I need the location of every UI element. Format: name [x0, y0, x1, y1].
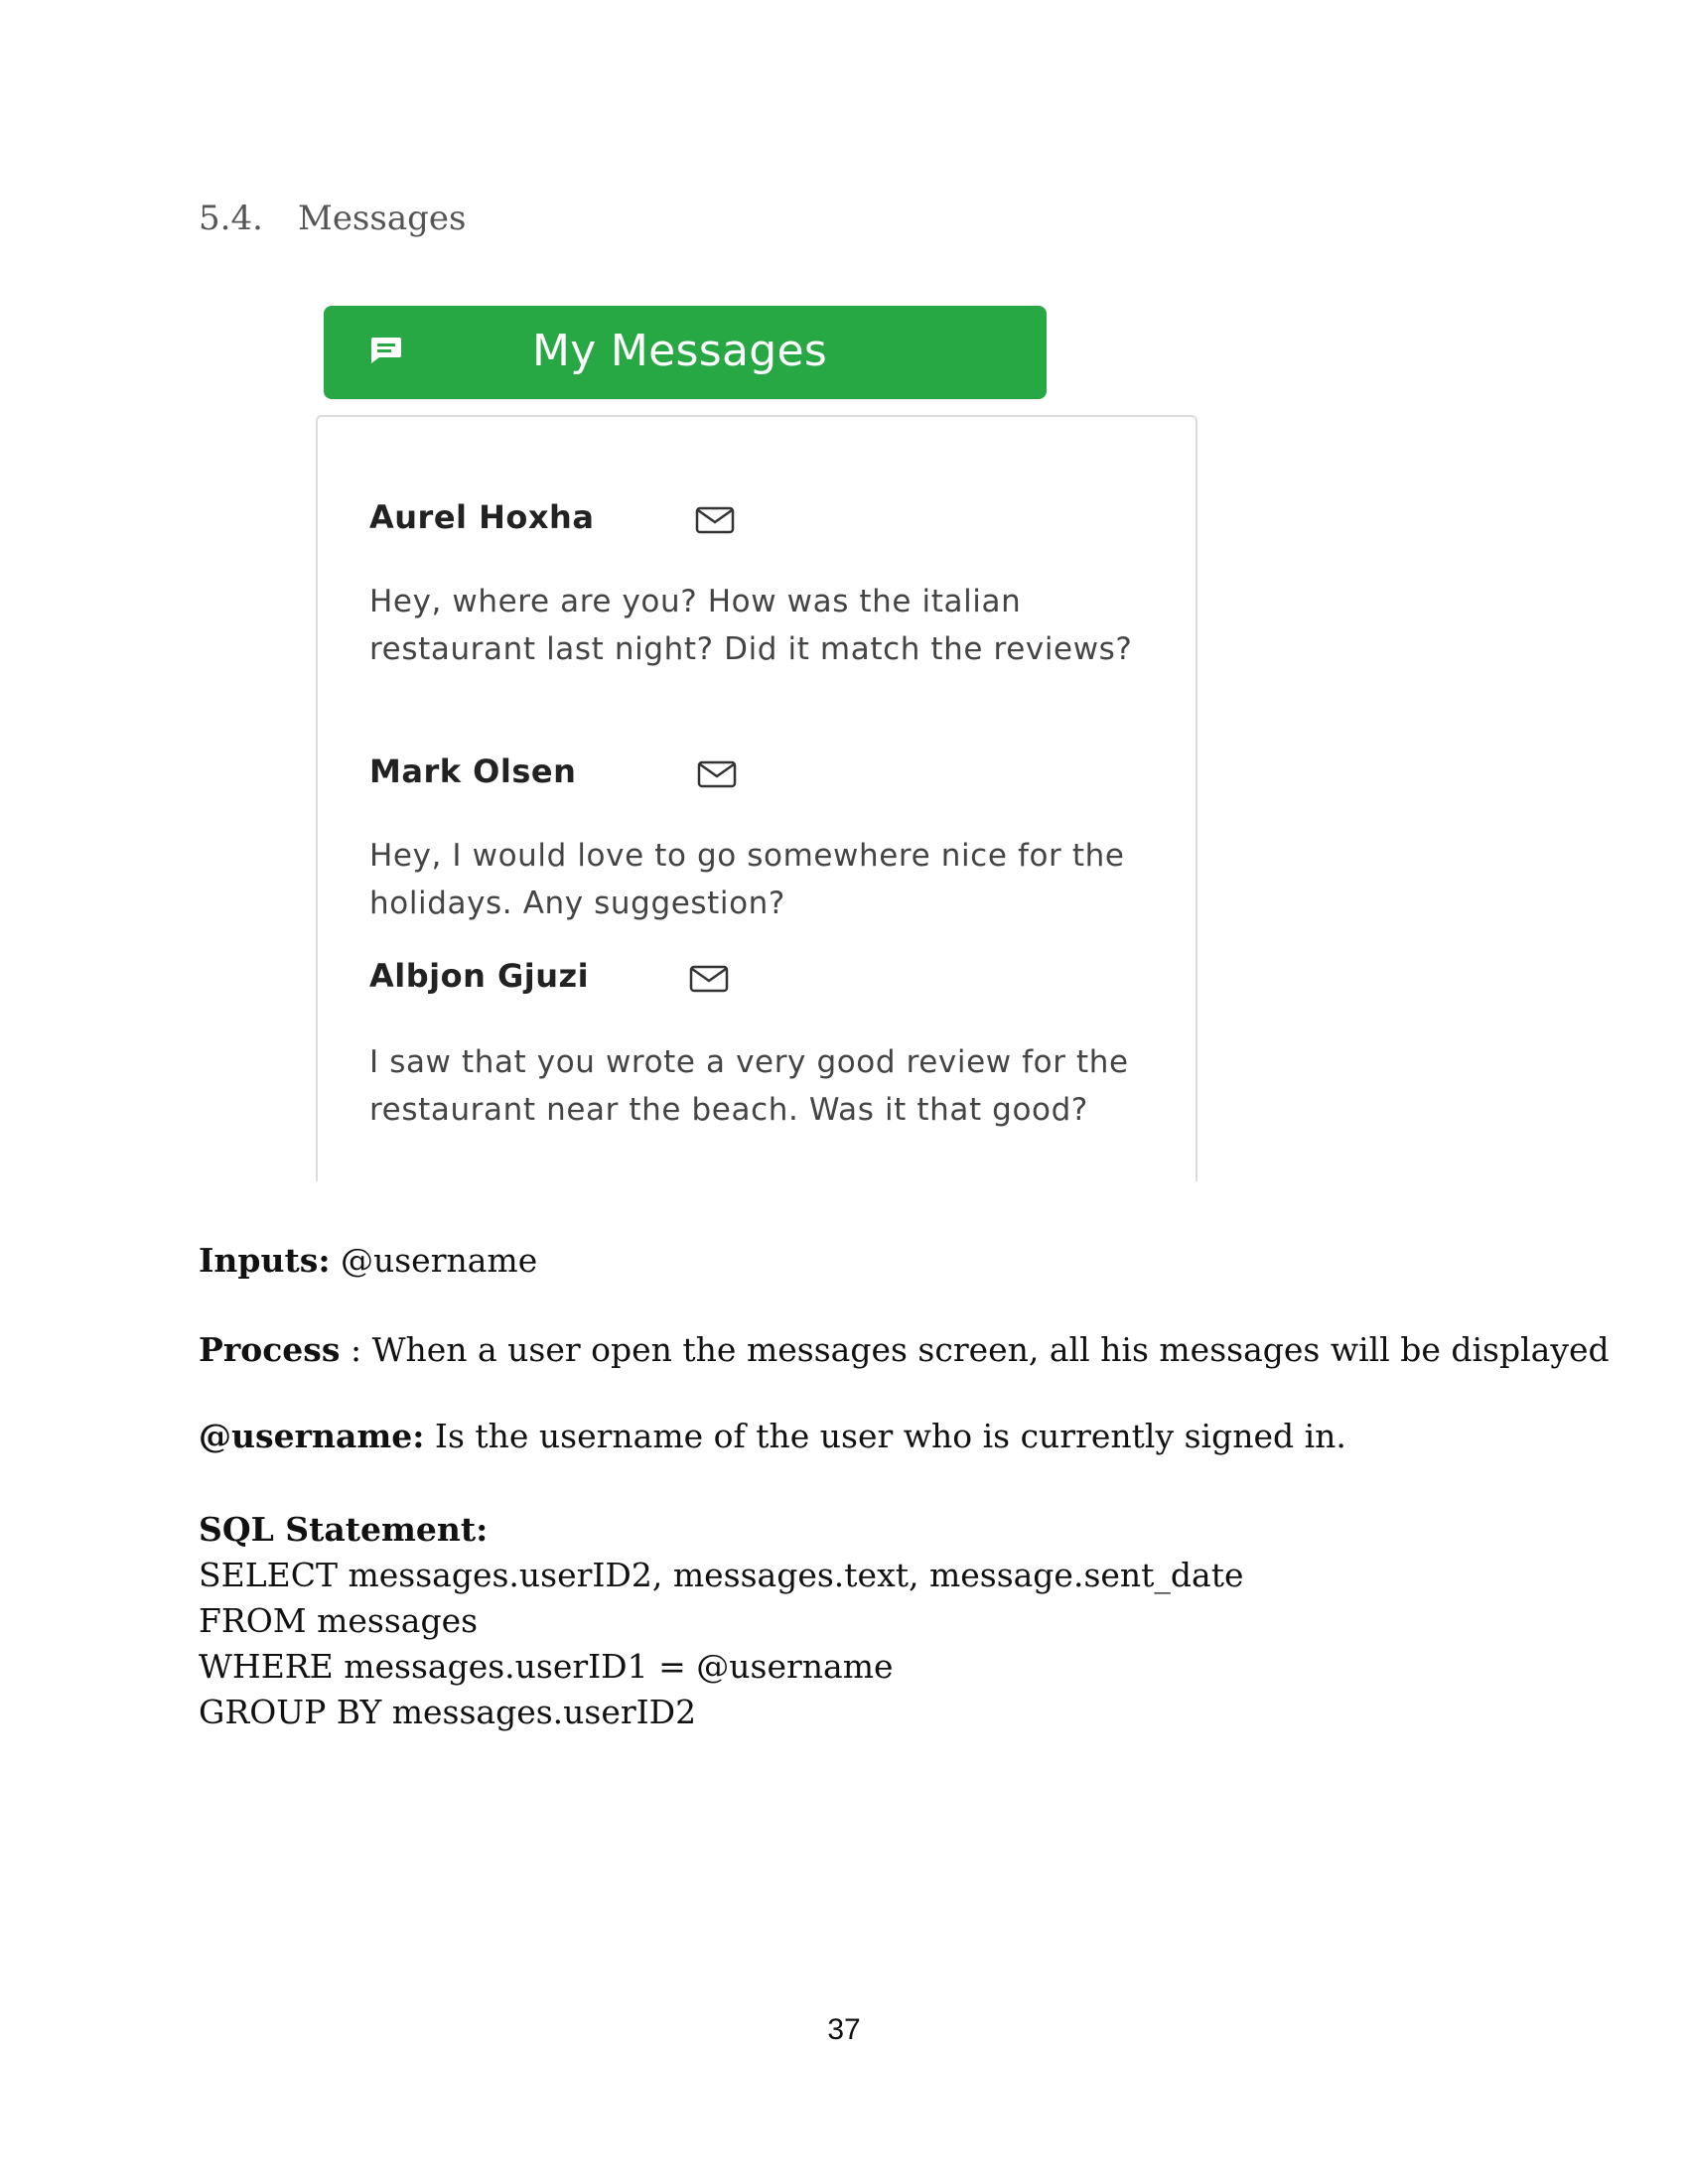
message-text: Hey, where are you? How was the italian restaurant last night? Did it match the reviews? — [369, 584, 1133, 667]
envelope-icon[interactable] — [689, 965, 729, 993]
username-line — [199, 1417, 1346, 1455]
inputs-line — [199, 1241, 537, 1280]
sql-line: SELECT messages.userID2, messages.text, message.sent_date — [199, 1556, 1244, 1594]
inputs-value: @username — [330, 1241, 538, 1280]
section-number: 5.4. — [199, 199, 263, 238]
sql-line: WHERE messages.userID1 = @username — [199, 1647, 894, 1686]
envelope-icon[interactable] — [697, 760, 737, 788]
process-label: Process — [199, 1330, 341, 1369]
sql-block — [199, 1507, 1244, 1735]
message-sender[interactable]: Aurel Hoxha — [369, 498, 595, 536]
header-title: My Messages — [532, 326, 828, 376]
sql-line: FROM messages — [199, 1601, 479, 1640]
message-text: Hey, I would love to go somewhere nice for the holidays. Any suggestion? — [369, 838, 1125, 921]
message-sender[interactable]: Albjon Gjuzi — [369, 957, 590, 995]
my-messages-header[interactable] — [324, 306, 1047, 399]
username-label: @username: — [199, 1417, 425, 1455]
chat-bubble-icon — [367, 336, 403, 365]
message-text: I saw that you wrote a very good review for the restaurant near the beach. Was it that good? — [369, 1044, 1129, 1128]
section-heading — [199, 199, 466, 238]
page-number: 37 — [827, 2013, 861, 2046]
message-sender[interactable]: Mark Olsen — [369, 752, 577, 790]
process-line — [199, 1330, 1610, 1369]
sql-line: GROUP BY messages.userID2 — [199, 1693, 697, 1731]
message-item[interactable] — [369, 498, 1164, 667]
section-title: Messages — [298, 199, 467, 238]
username-value: Is the username of the user who is currently signed in. — [424, 1417, 1346, 1455]
process-value: : When a user open the messages screen, all his messages will be displayed — [340, 1330, 1610, 1369]
sql-label: SQL Statement: — [199, 1510, 489, 1549]
message-item[interactable] — [369, 752, 1164, 921]
message-item[interactable] — [369, 957, 1164, 1128]
messages-list — [316, 415, 1197, 1181]
envelope-icon[interactable] — [695, 506, 735, 534]
inputs-label: Inputs: — [199, 1241, 331, 1280]
